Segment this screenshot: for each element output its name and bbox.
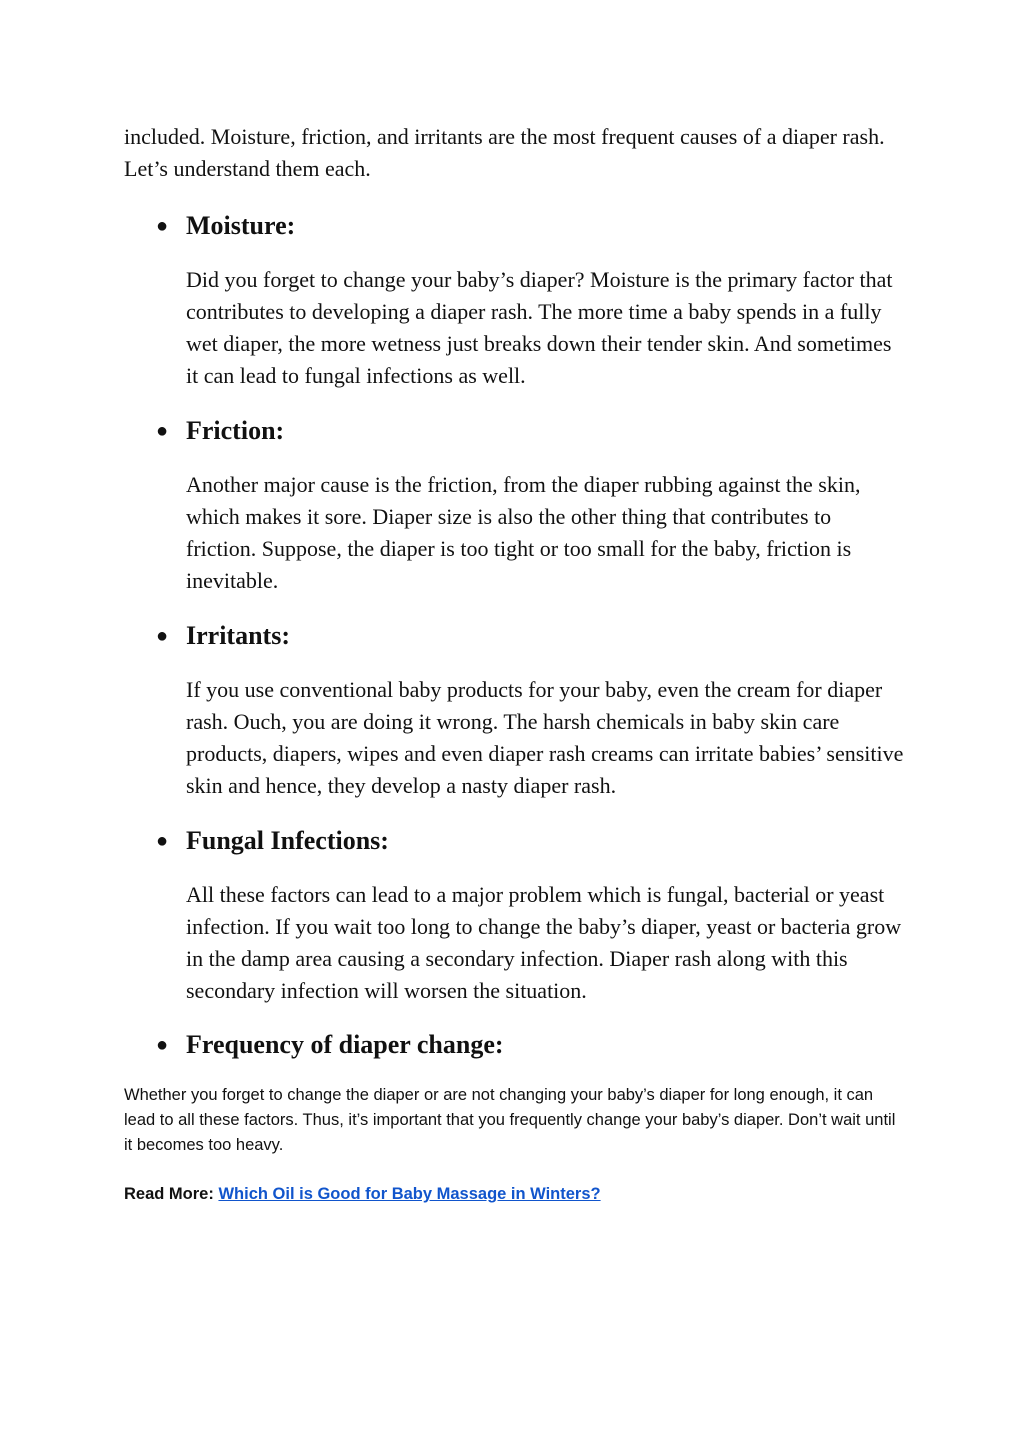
bullet-icon: ● [156,420,169,442]
heading-friction-label: Friction: [186,416,285,445]
heading-frequency-label: Frequency of diaper change: [186,1030,504,1059]
paragraph-friction: Another major cause is the friction, from the diaper rubbing against the skin, which makes it sore. Diaper size is also the other thing that contributes to friction. Suppose, the diaper is too tight or too small for the baby, friction is inevitable. [186,472,861,593]
paragraph-moisture: Did you forget to change your baby’s diaper? Moisture is the primary factor that contributes to developing a diaper rash. The more time a baby spends in a fully wet diaper, the more wetness just breaks down their tender skin. And sometimes it can lead to fungal infections as well. [186,267,893,388]
bullet-icon: ● [156,830,169,852]
heading-irritants [156,619,916,653]
read-more [124,1182,904,1207]
heading-friction [156,414,916,448]
heading-frequency [156,1028,916,1062]
bullet-icon: ● [156,1034,169,1056]
heading-fungal-infections [156,824,916,858]
heading-moisture [156,209,916,243]
heading-fungal-infections-label: Fungal Infections: [186,826,389,855]
paragraph-irritants: If you use conventional baby products for your baby, even the cream for diaper rash. Ouch, you are doing it wrong. The harsh chemicals in baby skin care products, diapers, wipes and even diaper rash creams can irritate babies’ sensitive skin and hence, they develop a nasty diaper rash. [186,677,904,798]
intro-paragraph: included. Moisture, friction, and irritants are the most frequent causes of a diaper rash. Let’s understand them each. [124,124,885,181]
bullet-icon: ● [156,625,169,647]
bullet-icon: ● [156,215,169,237]
heading-moisture-label: Moisture: [186,211,296,240]
read-more-label: Read More: [124,1185,214,1203]
paragraph-frequency: Whether you forget to change the diaper or are not changing your baby’s diaper for long enough, it can lead to all these factors. Thus, it’s important that you frequently change your baby’s diaper. Don’t wait until it becomes too heavy. [124,1086,896,1154]
paragraph-fungal-infections: All these factors can lead to a major problem which is fungal, bacterial or yeast infection. If you wait too long to change the baby’s diaper, yeast or bacteria grow in the damp area causing a secondary infection. Diaper rash along with this secondary infection will worsen the situation. [186,882,902,1003]
heading-irritants-label: Irritants: [186,621,290,650]
read-more-link[interactable]: Which Oil is Good for Baby Massage in Winters? [218,1185,601,1203]
